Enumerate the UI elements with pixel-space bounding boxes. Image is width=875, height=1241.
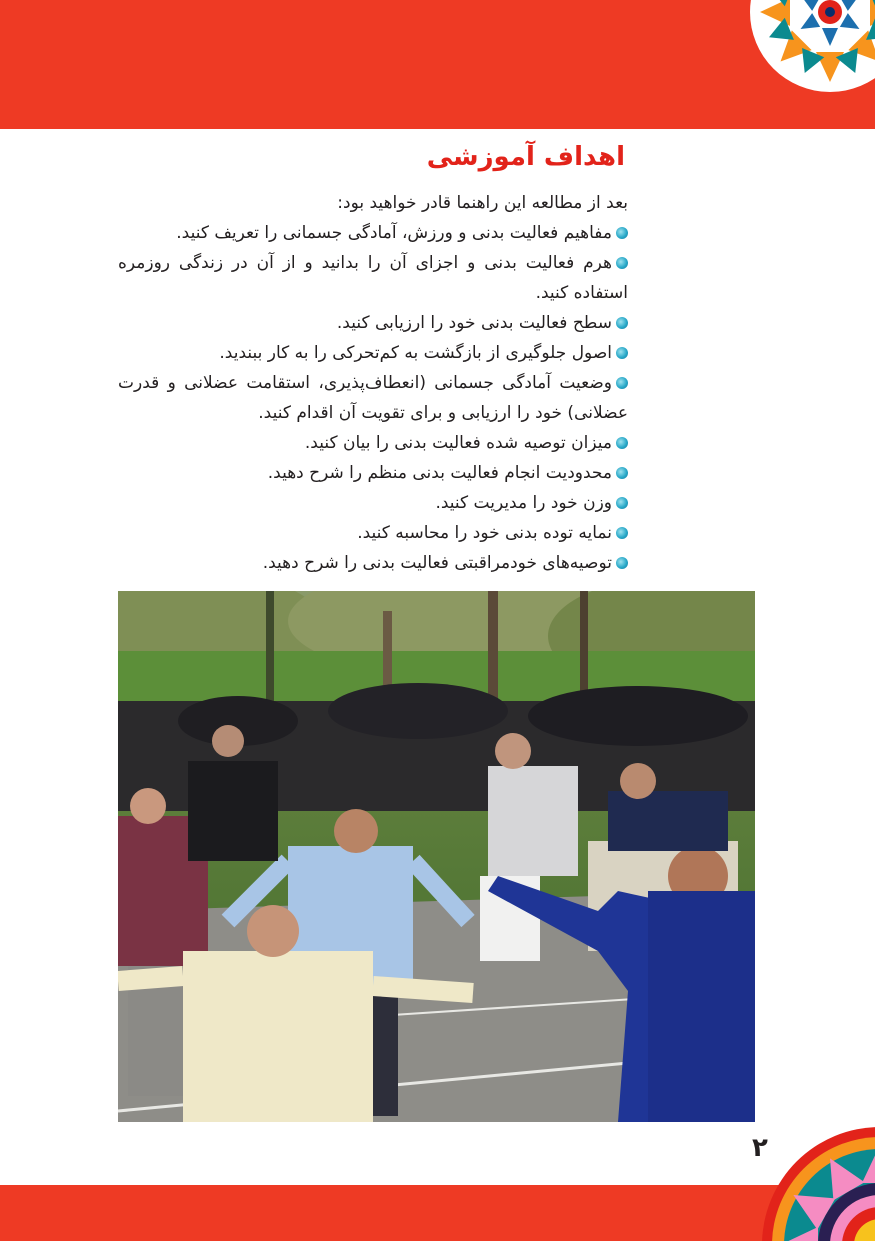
mandala-ornament-icon	[755, 1120, 875, 1241]
list-item: وضعیت آمادگی جسمانی (انعطاف‌پذیری، استقامت عضلانی و قدرت عضلانی) خود را ارزیابی و برای تقویت آن اقدام کنید.	[118, 373, 628, 423]
list-item: محدودیت انجام فعالیت بدنی منظم را شرح دهید.	[118, 458, 628, 488]
rosette-ornament-icon	[735, 0, 875, 125]
bullet-icon	[616, 377, 628, 389]
list-item: توصیه‌های خودمراقبتی فعالیت بدنی را شرح دهید.	[118, 548, 628, 578]
bullet-icon	[616, 347, 628, 359]
footer-band	[0, 1185, 875, 1241]
page-title: اهداف آموزشی	[426, 142, 625, 172]
bullet-icon	[616, 317, 628, 329]
bullet-icon	[616, 557, 628, 569]
bullet-icon	[616, 227, 628, 239]
objectives-list	[118, 218, 628, 578]
list-item: وزن خود را مدیریت کنید.	[118, 488, 628, 518]
bullet-icon	[616, 527, 628, 539]
group-exercise-photo	[118, 591, 755, 1122]
page-number: ۲	[752, 1133, 768, 1163]
intro-text: بعد از مطالعه این راهنما قادر خواهید بود:	[337, 193, 628, 213]
objectives-section	[118, 188, 628, 578]
list-item: میزان توصیه شده فعالیت بدنی را بیان کنید.	[118, 428, 628, 458]
list-item: اصول جلوگیری از بازگشت به کم‌تحرکی را به کار ببندید.	[118, 338, 628, 368]
bullet-icon	[616, 257, 628, 269]
bullet-icon	[616, 437, 628, 449]
bullet-icon	[616, 497, 628, 509]
list-item: هرم فعالیت بدنی و اجزای آن را بدانید و از آن در زندگی روزمره استفاده کنید.	[118, 253, 628, 303]
list-item: نمایه توده بدنی خود را محاسبه کنید.	[118, 518, 628, 548]
list-item: سطح فعالیت بدنی خود را ارزیابی کنید.	[118, 308, 628, 338]
bullet-icon	[616, 467, 628, 479]
list-item: مفاهیم فعالیت بدنی و ورزش، آمادگی جسمانی را تعریف کنید.	[118, 218, 628, 248]
